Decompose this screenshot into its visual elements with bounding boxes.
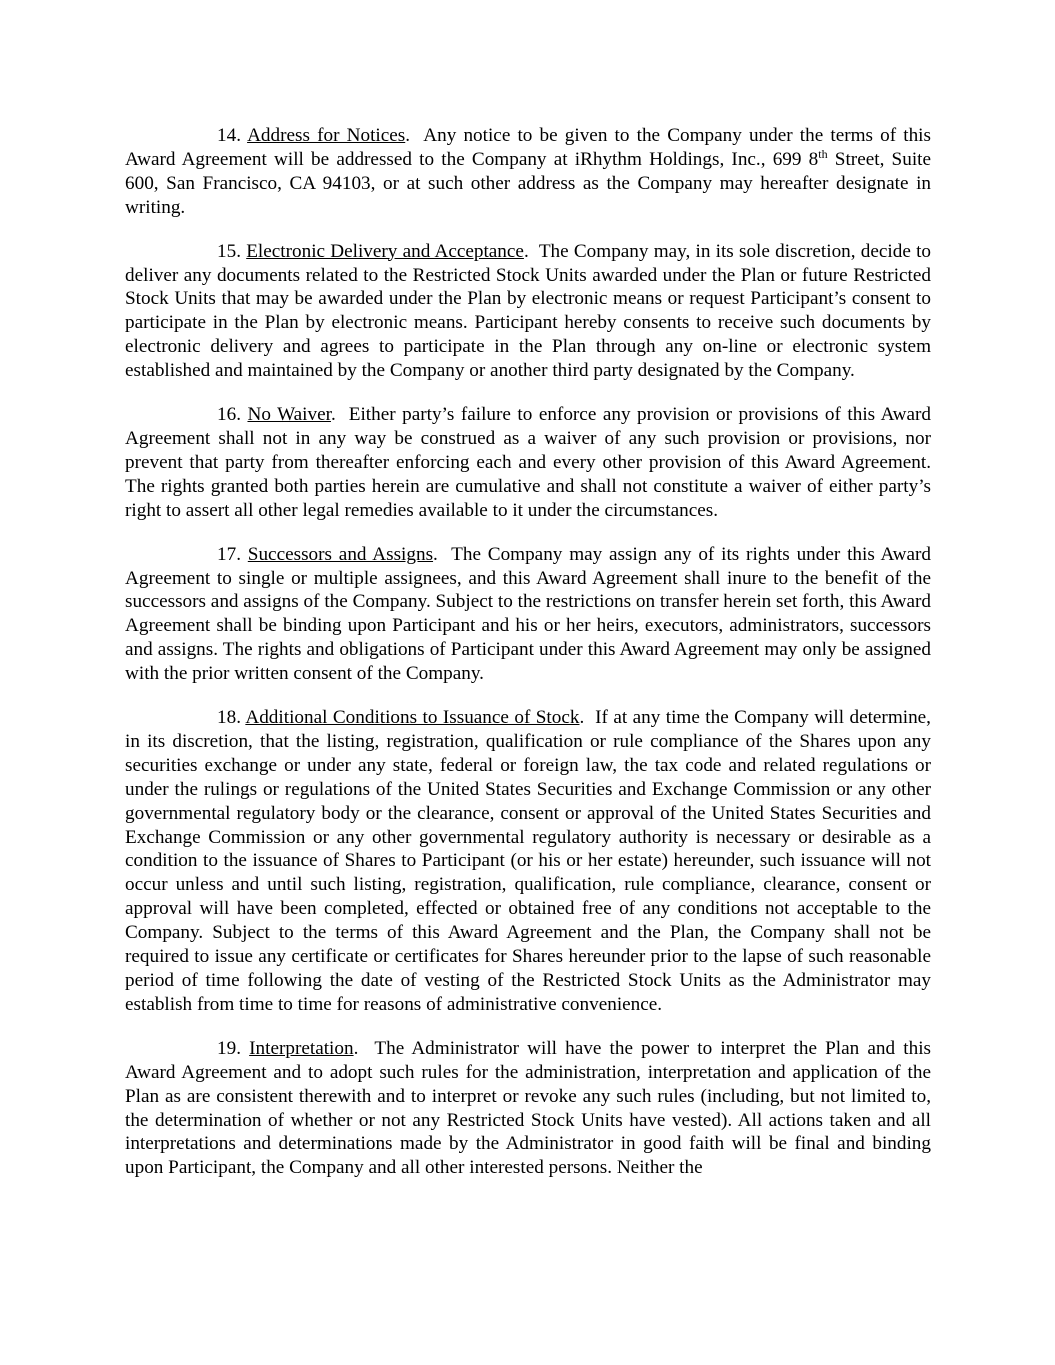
section-body: Either party’s failure to enforce any provision or provisions of this Award Agreement shall not in any way be construed as a waiver of any such provision or provisions, nor prevent that party from thereafter enforcing each and every other provision of this Award Agreement. The rights granted both parties herein are cumulative and shall not constitute a waiver of either party’s right to assert all other legal remedies available to it under the circumstances. [125, 404, 932, 521]
section-18: 18. Additional Conditions to Issuance of Stock. If at any time the Company will determine, in its discretion, that the listing, registration, qualification or rule compliance of the Shares upon any securities exchange or under any state, federal or foreign law, the tax code and related regulations or under the rulings or regulations of the United States Securities and Exchange Commission or any other governmental regulatory body or the clearance, consent or approval of the United States Securities and Exchange Commission or any other governmental regulatory authority is necessary or desirable as a condition to the issuance of Shares to Participant (or his or her estate) hereunder, such issuance will not occur unless and until such listing, registration, qualification, rule compliance, clearance, consent or approval will have been completed, effected or obtained free of any conditions not acceptable to the Company. Subject to the terms of this Award Agreement and the Plan, the Company shall not be required to issue any certificate or certificates for Shares hereunder prior to the lapse of such reasonable period of time following the date of vesting of the Restricted Stock Units as the Administrator may establish from time to time for reasons of administrative convenience. [125, 707, 931, 1015]
section-number: 14. [217, 125, 241, 146]
section-heading: Interpretation [249, 1037, 354, 1059]
section-number: 18. [217, 707, 241, 729]
section-heading: Additional Conditions to Issuance of Stock [245, 707, 580, 729]
section-number: 16. [217, 404, 241, 426]
ordinal-suffix: th [818, 146, 828, 161]
document-page [125, 124, 931, 1200]
section-number: 19. [217, 1037, 241, 1059]
section-heading: Address for Notices [247, 125, 406, 146]
section-body-continued: Street, Suite 600, San Francisco, CA 94103, or at such other address as the Company may hereafter designate in writing. [125, 148, 931, 218]
section-number: 15. [217, 240, 241, 262]
section-heading: Electronic Delivery and Acceptance [246, 240, 524, 262]
section-14: 14. Address for Notices. Any notice to be given to the Company under the terms of this Award Agreement will be addressed to the Company at iRhythm Holdings, Inc., 699 8th Street, Suite 600, San Francisco, CA 94103, or at such other address as the Company may hereafter designate in writing. [125, 125, 931, 218]
section-body: The Company may assign any of its rights under this Award Agreement to single or multiple assignees, and this Award Agreement shall inure to the benefit of the successors and assigns of the Company. Subject to the restrictions on transfer herein set forth, this Award Agreement shall be binding upon Participant and his or her heirs, executors, administrators, successors and assigns. The rights and obligations of Participant under this Award Agreement may only be assigned with the prior written consent of the Company. [125, 543, 931, 685]
section-16: 16. No Waiver. Either party’s failure to enforce any provision or provisions of this Award Agreement shall not in any way be construed as a waiver of any such provision or provisions, nor prevent that party from thereafter enforcing each and every other provision of this Award Agreement. The rights granted both parties herein are cumulative and shall not constitute a waiver of either party’s right to assert all other legal remedies available to it under the circumstances. [125, 404, 932, 521]
section-heading: No Waiver [247, 404, 331, 426]
section-15: 15. Electronic Delivery and Acceptance. The Company may, in its sole discretion, decide to deliver any documents related to the Restricted Stock Units awarded under the Plan or future Restricted Stock Units that may be awarded under the Plan by electronic means or request Participant’s consent to participate in the Plan by electronic means. Participant hereby consents to receive such documents by electronic delivery and agrees to participate in the Plan through any on-line or electronic system established and maintained by the Company or another third party designated by the Company. [125, 240, 931, 382]
section-number: 17. [217, 543, 241, 565]
section-17: 17. Successors and Assigns. The Company may assign any of its rights under this Award Agreement to single or multiple assignees, and this Award Agreement shall inure to the benefit of the successors and assigns of the Company. Subject to the restrictions on transfer herein set forth, this Award Agreement shall be binding upon Participant and his or her heirs, executors, administrators, successors and assigns. The rights and obligations of Participant under this Award Agreement may only be assigned with the prior written consent of the Company. [125, 543, 931, 685]
section-19: 19. Interpretation. The Administrator will have the power to interpret the Plan and this Award Agreement and to adopt such rules for the administration, interpretation and application of the Plan as are consistent therewith and to interpret or revoke any such rules (including, but not limited to, the determination of whether or not any Restricted Stock Units have vested). All actions taken and all interpretations and determinations made by the Administrator in good faith will be final and binding upon Participant, the Company and all other interested persons. Neither the [125, 1037, 932, 1179]
section-body: The Company may, in its sole discretion, decide to deliver any documents related to the Restricted Stock Units awarded under the Plan or future Restricted Stock Units that may be awarded under the Plan by electronic means or request Participant’s consent to participate in the Plan by electronic means. Participant hereby consents to receive such documents by electronic delivery and agrees to participate in the Plan through any on-line or electronic system established and maintained by the Company or another third party designated by the Company. [125, 240, 931, 382]
section-body: If at any time the Company will determine, in its discretion, that the listing, registration, qualification or rule compliance of the Shares upon any securities exchange or under any state, federal or foreign law, the tax code and related regulations or under the rulings or regulations of the United States Securities and Exchange Commission or any other governmental regulatory body or the clearance, consent or approval of the United States Securities and Exchange Commission or any other governmental regulatory authority is necessary or desirable as a condition to the issuance of Shares to Participant (or his or her estate) hereunder, such issuance will not occur unless and until such listing, registration, qualification, rule compliance, clearance, consent or approval will have been completed, effected or obtained free of any conditions not acceptable to the Company. Subject to the terms of this Award Agreement and the Plan, the Company shall not be required to issue any certificate or certificates for Shares hereunder prior to the lapse of such reasonable period of time following the date of vesting of the Restricted Stock Units as the Administrator may establish from time to time for reasons of administrative convenience. [125, 707, 931, 1015]
section-heading: Successors and Assigns [247, 543, 434, 565]
section-body: Any notice to be given to the Company under the terms of this Award Agreement will be addressed to the Company at iRhythm Holdings, Inc., 699 8 [125, 125, 931, 170]
section-body: The Administrator will have the power to interpret the Plan and this Award Agreement and to adopt such rules for the administration, interpretation and application of the Plan as are consistent therewith and to interpret or revoke any such rules (including, but not limited to, the determination of whether or not any Restricted Stock Units have vested). All actions taken and all interpretations and determinations made by the Administrator in good faith will be final and binding upon Participant, the Company and all other interested persons. Neither the [125, 1037, 932, 1179]
